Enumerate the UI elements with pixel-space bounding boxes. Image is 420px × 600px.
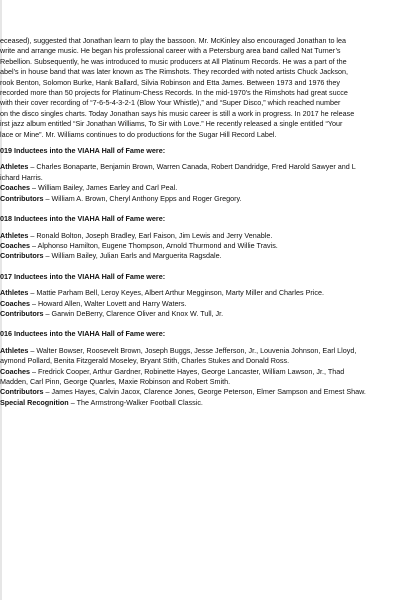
entry-text: – Fredrick Cooper, Arthur Gardner, Robinette Hayes, George Lancaster, William Lawson, Jr., Thad: [29, 366, 345, 376]
entry-label: Contributors: [0, 251, 44, 261]
bio-line: irst jazz album entitled “Sir Jonathan Williams, To Sir with Love.” He recently released a single entitled “Your: [0, 119, 343, 129]
section-heading: 016 Inductees into the VIAHA Hall of Fame were:: [0, 329, 166, 339]
section-heading: 019 Inductees into the VIAHA Hall of Fame were:: [0, 146, 166, 156]
entry-contributors: [0, 387, 420, 397]
entry-label: Special Recognition: [0, 397, 69, 407]
entry-text: – William Bailey, Julian Earls and Marguerita Ragsdale.: [43, 251, 222, 261]
entry-athletes: [0, 288, 420, 298]
entry-special-recognition: [0, 398, 420, 408]
bio-line: recorded more than 50 projects for Platinum-Chess Records. In the mid-1970’s the Rimshots had great succe: [0, 88, 348, 98]
entry-continuation: aymond Pollard, Benita Fitzgerald Moseley, Bryant Stith, Charles Stukes and Donald Ross.: [0, 356, 290, 366]
section-heading: 018 Inductees into the VIAHA Hall of Fame were:: [0, 214, 166, 224]
bio-line: write and arrange music. He began his professional career with a Petersburg area band called Nat Turner’s: [0, 46, 341, 56]
entry-label: Athletes: [0, 345, 29, 355]
bio-line: lace or Mine”. Mr. Williams continues to do productions for the Sugar Hill Record Label.: [0, 129, 277, 139]
bio-line: rook Benton, Solomon Burke, Hank Ballard, Silvia Robinson and Etta James. Between 1973 and 1976 they: [0, 77, 341, 87]
entry-text: – Charles Bonaparte, Benjamin Brown, Warren Canada, Robert Dandridge, Fred Harold Sawyer and L: [28, 162, 356, 172]
bio-line: Rebellion. Subsequently, he was introduced to music producers at All Platinum Records. He was a part of the: [0, 56, 347, 66]
entry-text: – Ronald Bolton, Joseph Bradley, Earl Faison, Jim Lewis and Jerry Venable.: [28, 230, 273, 240]
entry-continuation: ichard Harris.: [0, 172, 43, 182]
entry-text: – James Hayes, Calvin Jacox, Clarence Jones, George Peterson, Elmer Sampson and Ernest Shaw.: [43, 387, 366, 397]
entry-contributors: [0, 251, 420, 261]
entry-text: – Mattie Parham Bell, Leroy Keyes, Albert Arthur Megginson, Marty Miller and Charles Price.: [28, 288, 324, 298]
entry-label: Athletes: [0, 230, 29, 240]
section-heading: 017 Inductees into the VIAHA Hall of Fame were:: [0, 271, 166, 281]
section-2019: [0, 146, 420, 204]
entry-coaches: [0, 367, 420, 377]
bio-line: abel’s in house band that was later known as The Rimshots. They recorded with noted artists Chuck Jackson,: [0, 67, 348, 77]
bio-line: on the disco singles charts. Today Jonathan says his music career is still a work in progress. In 2017 he release: [0, 108, 355, 118]
entry-label: Athletes: [0, 162, 29, 172]
entry-text: – Howard Allen, Walter Lovett and Harry Waters.: [29, 298, 187, 308]
entry-text: – William A. Brown, Cheryl Anthony Epps and Roger Gregory.: [43, 193, 242, 203]
entry-coaches: [0, 299, 420, 309]
section-2017: [0, 272, 420, 320]
entry-label: Coaches: [0, 366, 30, 376]
entry-athletes: [0, 162, 420, 172]
entry-text: – Garwin DeBerry, Clarence Oliver and Knox W. Tull, Jr.: [43, 308, 224, 318]
entry-contributors: [0, 309, 420, 319]
entry-text: – Alphonso Hamilton, Eugene Thompson, Arnold Thurmond and Willie Travis.: [29, 240, 278, 250]
entry-text: – Walter Bowser, Roosevelt Brown, Joseph Buggs, Jesse Jefferson, Jr., Louvenia Johnson, Earl Lloyd,: [28, 345, 357, 355]
entry-label: Coaches: [0, 298, 30, 308]
bio-line: eceased), suggested that Jonathan learn to play the bassoon. Mr. McKinley also encouraged Jonathan to lea: [0, 36, 347, 45]
document-text: [0, 36, 420, 408]
section-2018: [0, 214, 420, 262]
entry-label: Coaches: [0, 183, 30, 193]
entry-label: Contributors: [0, 193, 44, 203]
section-2016: [0, 329, 420, 408]
entry-coaches: [0, 183, 420, 193]
entry-label: Contributors: [0, 308, 44, 318]
entry-label: Coaches: [0, 240, 30, 250]
bio-line: with their cover recording of “7-6-5-4-3-2-1 (Blow Your Whistle),” and “Super Disco,” which reached number: [0, 98, 341, 108]
entry-contributors: [0, 194, 420, 204]
entry-athletes: [0, 346, 420, 356]
entry-text: – The Armstrong-Walker Football Classic.: [68, 397, 203, 407]
entry-athletes: [0, 231, 420, 241]
entry-label: Contributors: [0, 387, 44, 397]
entry-coaches: [0, 241, 420, 251]
entry-text: – William Bailey, James Earley and Carl Peal.: [29, 183, 178, 193]
bio-paragraph: [0, 36, 420, 140]
entry-continuation: Madden, Carl Pinn, George Quarles, Maxie Robinson and Robert Smith.: [0, 376, 231, 386]
entry-label: Athletes: [0, 288, 29, 298]
